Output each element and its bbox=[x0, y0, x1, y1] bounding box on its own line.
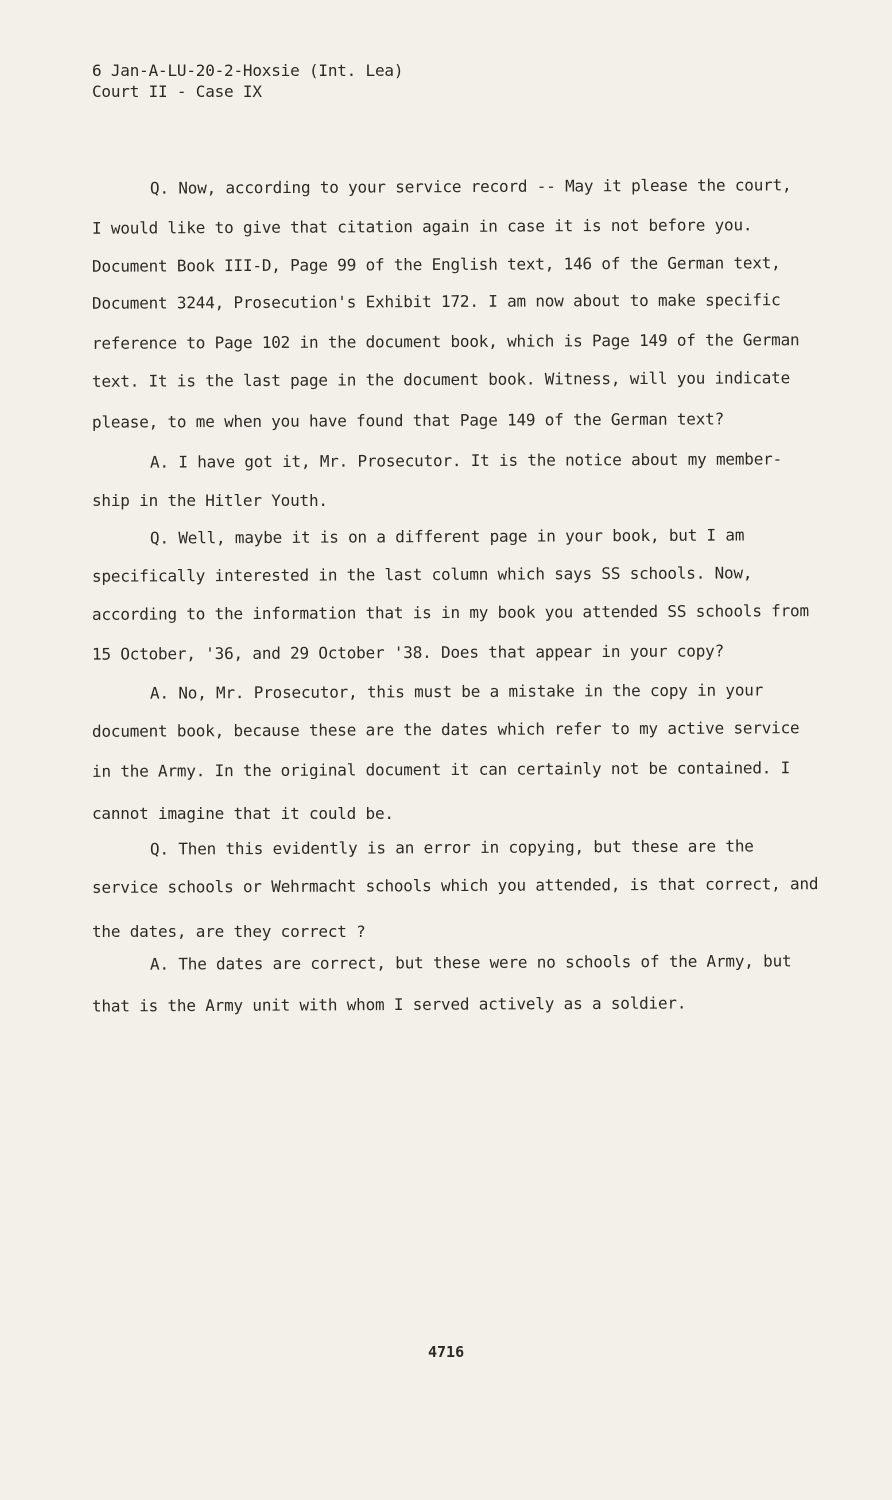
body-line: A. No, Mr. Prosecutor, this must be a mistake in the copy in your bbox=[149, 680, 764, 703]
body-line: Q. Then this evidently is an error in copying, but these are the bbox=[149, 836, 754, 859]
body-line: please, to me when you have found that Page 149 of the German text? bbox=[91, 409, 725, 432]
body-line: Document Book III-D, Page 99 of the English text, 146 of the German text, bbox=[91, 253, 781, 276]
body-line: A. The dates are correct, but these were no schools of the Army, but bbox=[149, 951, 792, 974]
header-line-2: Court II - Case IX bbox=[92, 82, 262, 101]
body-line: ship in the Hitler Youth. bbox=[92, 491, 328, 510]
body-line: service schools or Wehrmacht schools which you attended, is that correct, and bbox=[91, 874, 819, 897]
body-line: Document 3244, Prosecution's Exhibit 172. I am now about to make specific bbox=[91, 290, 781, 313]
body-line: document book, because these are the dates which refer to my active service bbox=[91, 718, 800, 741]
body-line: reference to Page 102 in the document book, which is Page 149 of the German bbox=[91, 330, 800, 353]
body-line: A. I have got it, Mr. Prosecutor. It is the notice about my member- bbox=[149, 449, 783, 472]
body-line: 15 October, '36, and 29 October '38. Does that appear in your copy? bbox=[91, 641, 725, 664]
body-line: that is the Army unit with whom I served actively as a soldier. bbox=[91, 993, 687, 1016]
body-line: Q. Now, according to your service record -- May it please the court, bbox=[149, 175, 792, 198]
header-line-1: 6 Jan-A-LU-20-2-Hoxsie (Int. Lea) bbox=[92, 61, 404, 80]
document-header bbox=[92, 60, 403, 102]
body-line: Q. Well, maybe it is on a different page in your book, but I am bbox=[149, 525, 745, 548]
body-line: text. It is the last page in the document book. Witness, will you indicate bbox=[91, 368, 791, 391]
body-line: specifically interested in the last column which says SS schools. Now, bbox=[91, 563, 753, 586]
body-line: I would like to give that citation again in case it is not before you. bbox=[91, 215, 753, 238]
body-line: cannot imagine that it could be. bbox=[92, 804, 394, 823]
body-line: according to the information that is in my book you attended SS schools from bbox=[91, 601, 809, 624]
body-line: in the Army. In the original document it can certainly not be contained. I bbox=[91, 758, 791, 781]
page-number: 4716 bbox=[428, 1343, 465, 1361]
body-line: the dates, are they correct ? bbox=[92, 922, 366, 941]
